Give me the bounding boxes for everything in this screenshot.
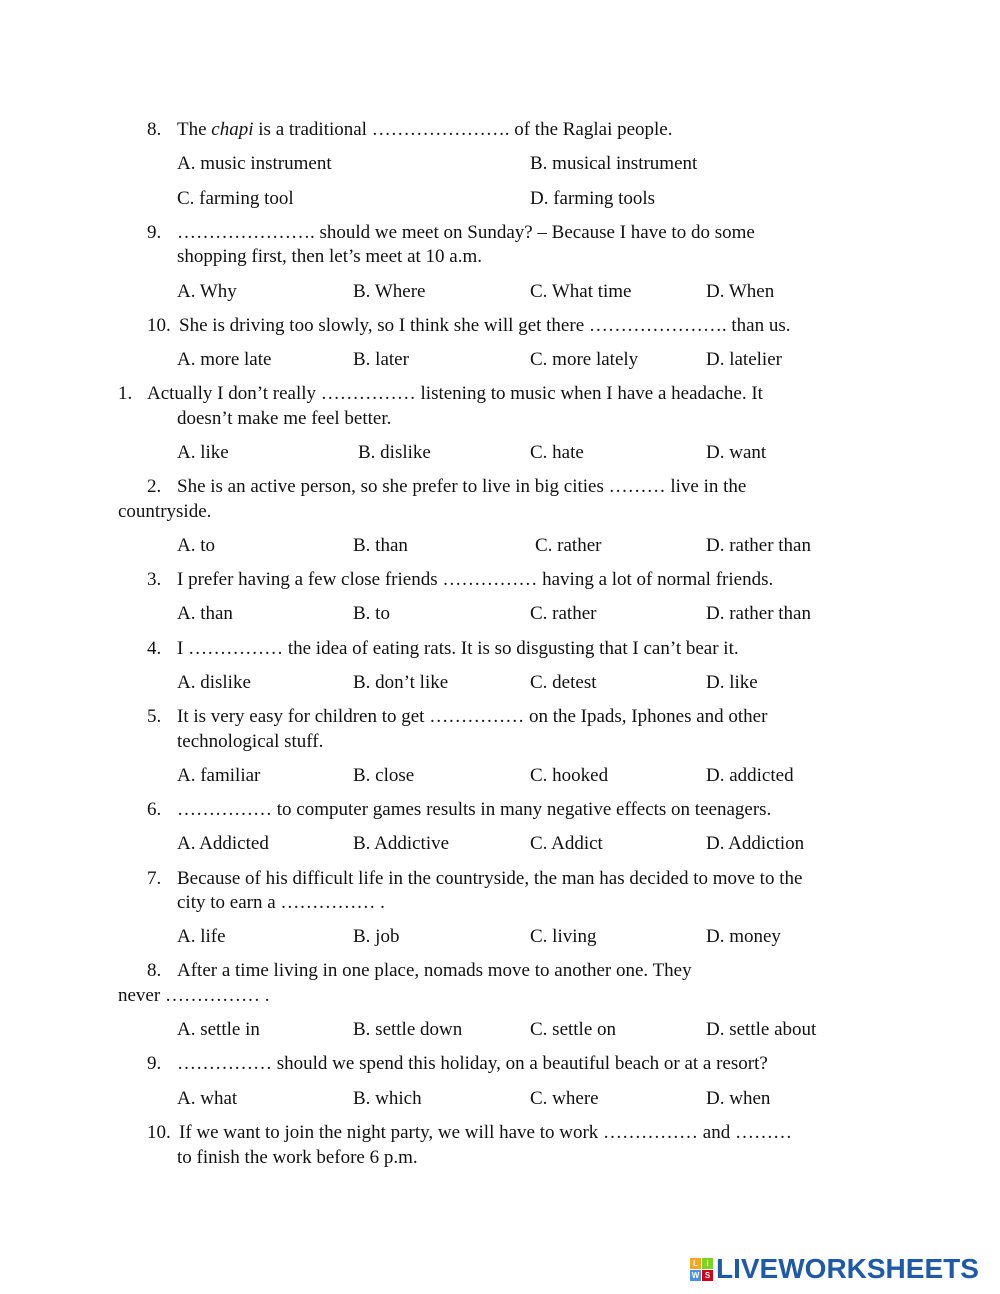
question-number: 8. <box>147 119 162 140</box>
option-b[interactable]: B. to <box>353 603 390 624</box>
question-number: 4. <box>147 638 162 659</box>
question-number: 1. <box>118 383 133 404</box>
option-d[interactable]: D. want <box>706 442 767 463</box>
question-number: 9. <box>147 1053 162 1074</box>
option-c[interactable]: C. Addict <box>530 833 603 854</box>
option-a[interactable]: A. more late <box>177 349 272 370</box>
option-c[interactable]: C. detest <box>530 672 597 693</box>
option-a[interactable]: A. settle in <box>177 1019 260 1040</box>
option-a[interactable]: A. familiar <box>177 765 261 786</box>
option-d[interactable]: D. settle about <box>706 1019 817 1040</box>
option-d[interactable]: D. like <box>706 672 758 693</box>
question-text: never …………… . <box>118 985 270 1006</box>
question-text: Actually I don’t really …………… listening to music when I have a headache. It <box>147 383 763 404</box>
option-a[interactable]: A. Why <box>177 281 237 302</box>
option-b[interactable]: B. than <box>353 535 408 556</box>
option-c[interactable]: C. rather <box>535 535 602 556</box>
question-text: Because of his difficult life in the countryside, the man has decided to move to the <box>177 868 803 889</box>
logo-mark-icon: L i W S <box>690 1258 713 1281</box>
option-a[interactable]: A. like <box>177 442 229 463</box>
question-number: 10. <box>147 1122 171 1143</box>
option-a[interactable]: A. what <box>177 1088 238 1109</box>
option-d[interactable]: D. when <box>706 1088 771 1109</box>
question-text: city to earn a …………… . <box>177 892 385 913</box>
question-text: If we want to join the night party, we will have to work …………… and ……… <box>179 1122 792 1143</box>
option-d[interactable]: D. When <box>706 281 775 302</box>
question-number: 9. <box>147 222 162 243</box>
question-text: …………… to computer games results in many negative effects on teenagers. <box>177 799 772 820</box>
option-c[interactable]: C. settle on <box>530 1019 617 1040</box>
option-c[interactable]: C. farming tool <box>177 188 294 209</box>
question-text: shopping first, then let’s meet at 10 a.m. <box>177 246 483 267</box>
option-b[interactable]: B. Addictive <box>353 833 450 854</box>
question-text: It is very easy for children to get …………… on the Ipads, Iphones and other <box>177 706 768 727</box>
option-c[interactable]: C. What time <box>530 281 632 302</box>
option-c[interactable]: C. hate <box>530 442 584 463</box>
option-a[interactable]: A. life <box>177 926 226 947</box>
question-text: countryside. <box>118 501 212 522</box>
question-number: 8. <box>147 960 162 981</box>
option-b[interactable]: B. settle down <box>353 1019 463 1040</box>
question-number: 3. <box>147 569 162 590</box>
option-c[interactable]: C. more lately <box>530 349 639 370</box>
question-number: 5. <box>147 706 162 727</box>
question-text: I …………… the idea of eating rats. It is so disgusting that I can’t bear it. <box>177 638 739 659</box>
option-b[interactable]: B. dislike <box>358 442 431 463</box>
option-a[interactable]: A. Addicted <box>177 833 269 854</box>
liveworksheets-logo[interactable] <box>690 1254 979 1284</box>
option-b[interactable]: B. later <box>353 349 409 370</box>
option-d[interactable]: D. rather than <box>706 603 811 624</box>
question-text: The chapi is a traditional …………………. of the Raglai people. <box>177 119 673 140</box>
option-b[interactable]: B. musical instrument <box>530 153 698 174</box>
logo-text: LIVEWORKSHEETS <box>716 1253 979 1284</box>
option-a[interactable]: A. than <box>177 603 233 624</box>
option-a[interactable]: A. to <box>177 535 215 556</box>
option-d[interactable]: D. money <box>706 926 781 947</box>
question-text: technological stuff. <box>177 731 324 752</box>
option-d[interactable]: D. addicted <box>706 765 794 786</box>
option-d[interactable]: D. rather than <box>706 535 811 556</box>
option-d[interactable]: D. Addiction <box>706 833 805 854</box>
option-b[interactable]: B. Where <box>353 281 426 302</box>
option-a[interactable]: A. dislike <box>177 672 251 693</box>
option-b[interactable]: B. job <box>353 926 400 947</box>
option-d[interactable]: D. latelier <box>706 349 782 370</box>
option-a[interactable]: A. music instrument <box>177 153 332 174</box>
question-text: doesn’t make me feel better. <box>177 408 392 429</box>
question-text: …………… should we spend this holiday, on a beautiful beach or at a resort? <box>177 1053 768 1074</box>
question-number: 2. <box>147 476 162 497</box>
question-number: 6. <box>147 799 162 820</box>
question-text: to finish the work before 6 p.m. <box>177 1147 418 1168</box>
option-b[interactable]: B. which <box>353 1088 422 1109</box>
question-text: She is an active person, so she prefer to live in big cities ……… live in the <box>177 476 747 497</box>
question-number: 7. <box>147 868 162 889</box>
option-c[interactable]: C. hooked <box>530 765 609 786</box>
question-number: 10. <box>147 315 171 336</box>
question-text: I prefer having a few close friends …………… having a lot of normal friends. <box>177 569 774 590</box>
option-b[interactable]: B. close <box>353 765 415 786</box>
option-c[interactable]: C. where <box>530 1088 599 1109</box>
option-b[interactable]: B. don’t like <box>353 672 449 693</box>
option-c[interactable]: C. living <box>530 926 597 947</box>
option-d[interactable]: D. farming tools <box>530 188 656 209</box>
option-c[interactable]: C. rather <box>530 603 597 624</box>
question-text: …………………. should we meet on Sunday? – Because I have to do some <box>177 222 755 243</box>
question-text: She is driving too slowly, so I think she will get there …………………. than us. <box>179 315 791 336</box>
question-text: After a time living in one place, nomads move to another one. They <box>177 960 692 981</box>
